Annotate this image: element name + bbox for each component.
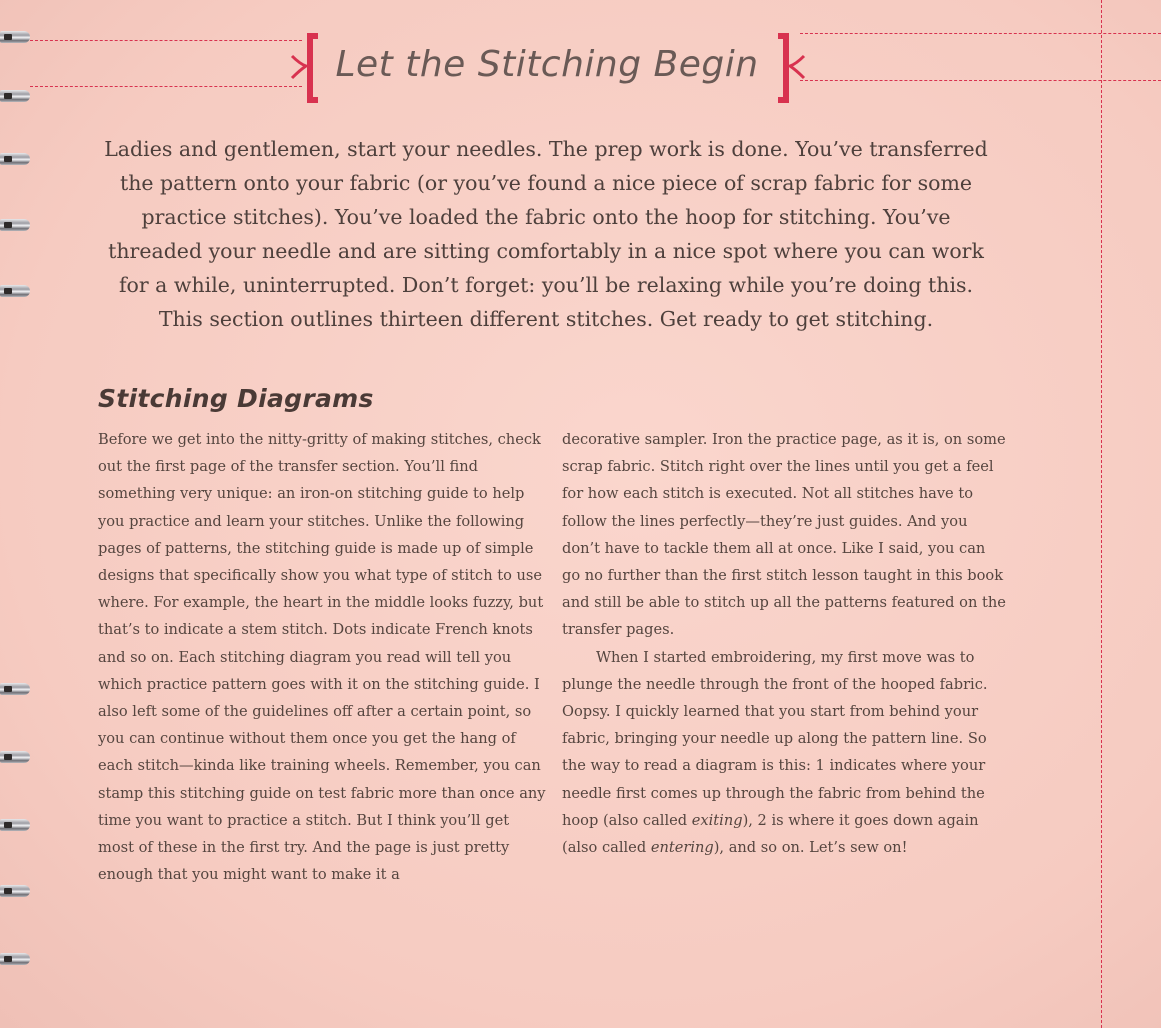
text-run: ), and so on. Let’s sew on! (713, 839, 908, 857)
stitch-line-bottom-left (30, 86, 302, 87)
right-bracket-icon (768, 28, 808, 108)
text-run: ), 2 is where it goes down again (also called (562, 811, 979, 857)
stitch-line-top-right (800, 33, 1161, 34)
term-entering: entering (650, 839, 714, 857)
stitch-line-top-left (30, 40, 302, 41)
binding-coil (0, 150, 34, 168)
body-paragraph: decorative sampler. Iron the practice page, as it is, on some scrap fabric. Stitch right over the lines until you get a feel for how each stitch is executed. Not all stitches have to follow the lines perfectly—they’re just guides. And you don’t have to tackle them all at once. Like I said, you can go no further than the first stitch lesson taught in this book and still be able to stitch up all the patterns featured on the transfer pages. (562, 431, 1006, 639)
binding-coil (0, 950, 34, 968)
binding-coil (0, 87, 34, 105)
binding-coil (0, 882, 34, 900)
title-banner (280, 28, 810, 108)
body-column-left (98, 426, 548, 888)
section-heading: Stitching Diagrams (98, 384, 374, 413)
left-bracket-icon (288, 28, 328, 108)
binding-coil (0, 680, 34, 698)
binding-coil (0, 28, 34, 46)
binding-coil (0, 282, 34, 300)
body-column-right (562, 426, 1007, 861)
stitch-line-vertical (1101, 0, 1102, 1028)
page-title: Let the Stitching Begin (335, 44, 759, 85)
binding-coil (0, 216, 34, 234)
term-exiting: exiting (691, 811, 743, 829)
binding-coil (0, 816, 34, 834)
text-run: When I started embroidering, my first move was to plunge the needle through the front of the hooped fabric. Oopsy. I quickly learned that you start from behind your fabric, bringing your needle up along the pattern line. So the way to read a diagram is this: 1 indicates where your needle first comes up through the fabric from behind the hoop (also called (562, 648, 988, 829)
stitch-line-bottom-right (800, 80, 1161, 81)
body-paragraph: Before we get into the nitty-gritty of making stitches, check out the first page of the transfer section. You’ll find something very unique: an iron-on stitching guide to help you practice and learn your stitches. Unlike the following pages of patterns, the stitching guide is made up of simple designs that specifically show you what type of stitch to use where. For example, the heart in the middle looks fuzzy, but that’s to indicate a stem stitch. Dots indicate French knots and so on. Each stitching diagram you read will tell you which practice pattern goes with it on the stitching guide. I also left some of the guidelines off after a certain point, so you can continue without them once you get the hang of each stitch—kinda like training wheels. Remember, you can stamp this stitching guide on test fabric more than once any time you want to practice a stitch. But I think you’ll get most of these in the first try. And the page is just pretty enough that you might want to make it a (98, 431, 546, 884)
body-paragraph (562, 644, 1007, 862)
intro-paragraph: Ladies and gentlemen, start your needles. The prep work is done. You’ve transferred the pattern onto your fabric (or you’ve found a nice piece of scrap fabric for some practice stitches). You’ve loaded the fabric onto the hoop for stitching. You’ve threaded your needle and are sitting comfortably in a nice spot where you can work for a while, uninterrupted. Don’t forget: you’ll be relaxing while you’re doing this. This section outlines thirteen different stitches. Get ready to get stitching. (104, 137, 988, 331)
binding-coil (0, 748, 34, 766)
